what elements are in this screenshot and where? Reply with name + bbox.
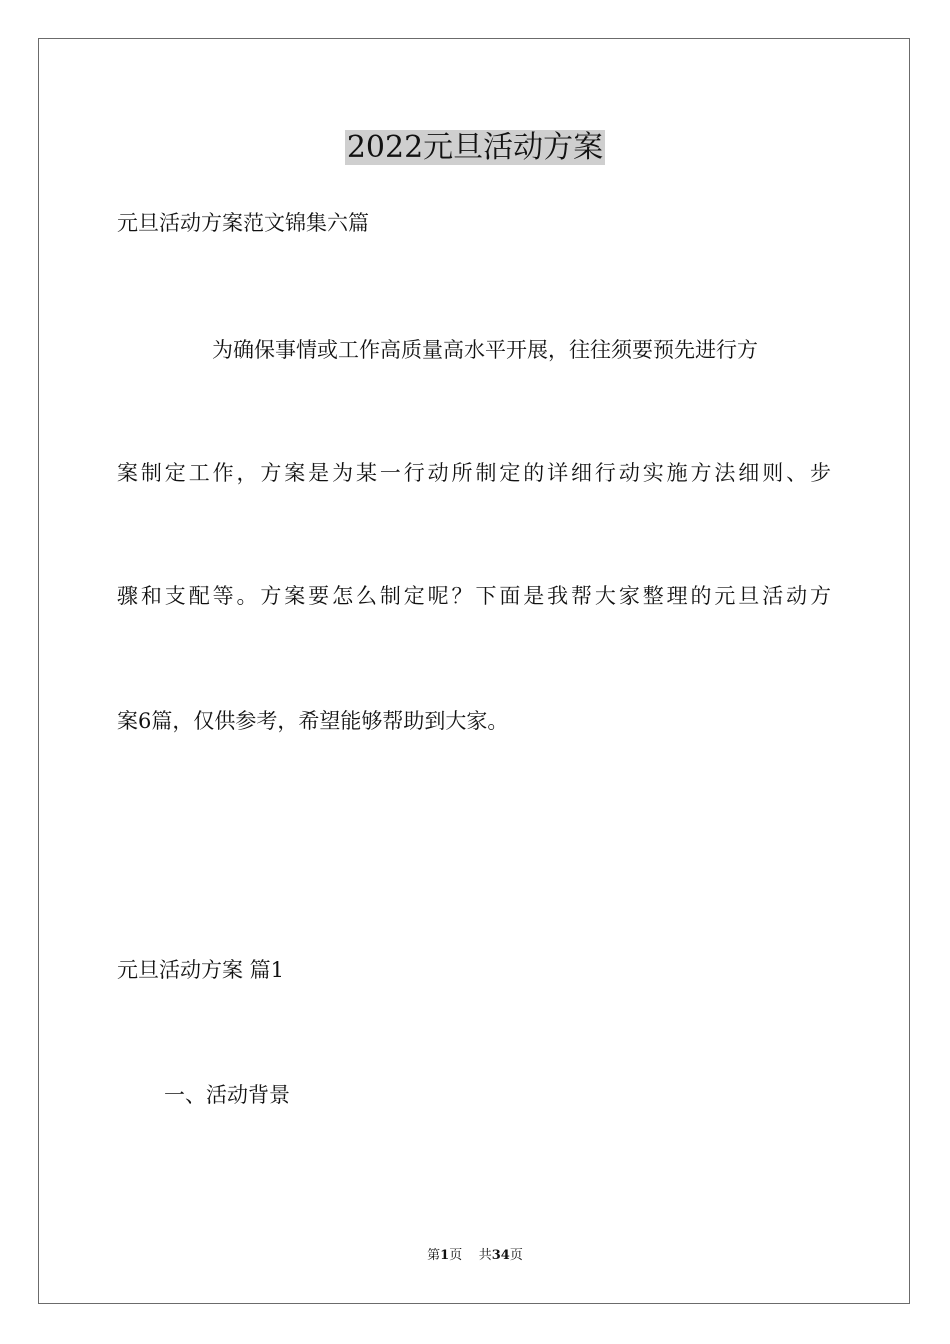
document-title-text: 2022元旦活动方案 — [346, 130, 604, 165]
footer-total-prefix: 共 — [478, 1248, 492, 1263]
document-subtitle: 元旦活动方案范文锦集六篇 — [117, 211, 369, 235]
footer-page-prefix: 第 — [427, 1248, 441, 1263]
footer-total-suffix: 页 — [509, 1248, 523, 1263]
subsection-heading: 一、活动背景 — [164, 1083, 290, 1107]
section-heading: 元旦活动方案 篇1 — [117, 958, 285, 982]
document-title — [0, 126, 950, 170]
footer-total-pages: 34 — [491, 1248, 510, 1263]
intro-line-2: 案制定工作，方案是为某一行动所制定的详细行动实施方法细则、步 — [117, 461, 831, 485]
intro-line-4: 案6篇，仅供参考，希望能够帮助到大家。 — [117, 709, 509, 733]
footer-page-suffix: 页 — [449, 1248, 463, 1263]
intro-line-1: 为确保事情或工作高质量高水平开展，往往须要预先进行方 — [212, 338, 758, 362]
intro-line-3: 骤和支配等。方案要怎么制定呢？下面是我帮大家整理的元旦活动方 — [117, 584, 831, 608]
page-footer — [0, 1247, 950, 1265]
footer-page-number: 1 — [440, 1248, 450, 1263]
